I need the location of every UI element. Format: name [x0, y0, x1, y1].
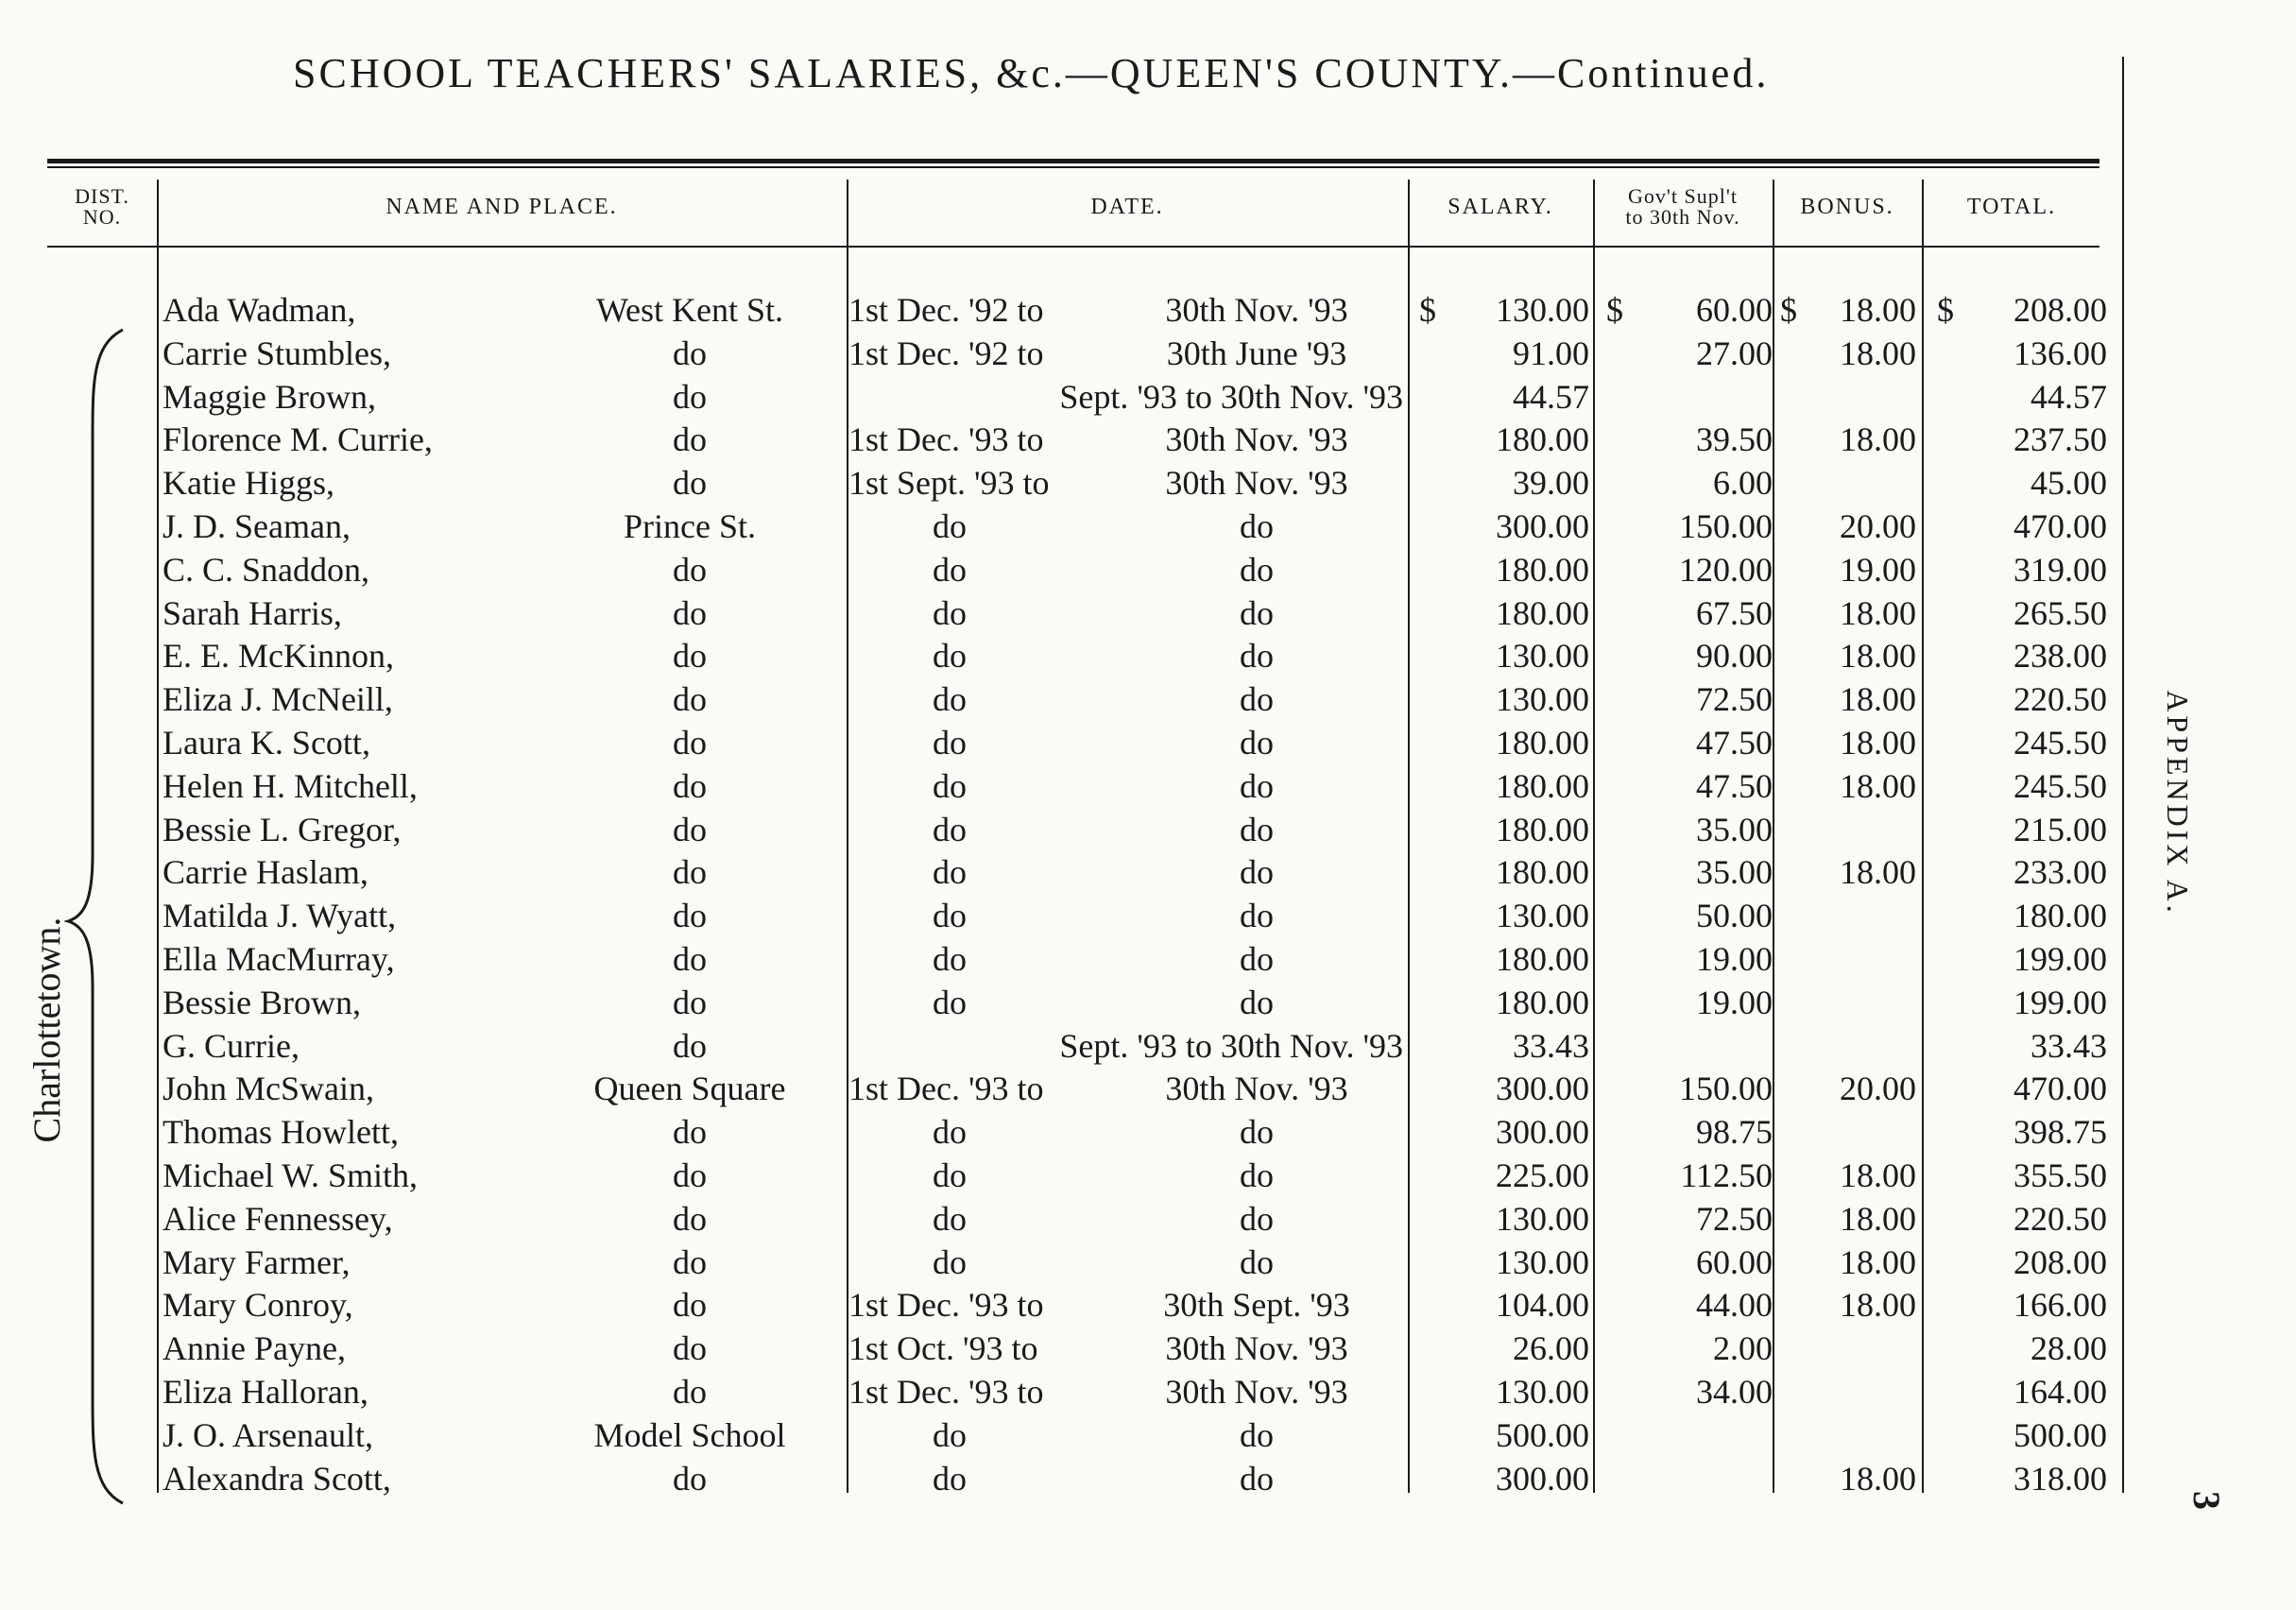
dollar-sign-salary: $ [1419, 291, 1436, 329]
teacher-name: Matilda J. Wyatt, [163, 897, 397, 935]
date-from: 1st Dec. '92 to [848, 291, 1044, 329]
salary-amount: 225.00 [1496, 1156, 1589, 1194]
header-bonus: BONUS. [1800, 195, 1894, 219]
date-to: 30th Nov. '93 [1165, 1070, 1348, 1108]
total-amount: 318.00 [2013, 1459, 2107, 1498]
teacher-name: Ella MacMurray, [163, 940, 395, 978]
school-place: do [673, 593, 707, 632]
appendix-label: APPENDIX A. [2161, 690, 2195, 916]
teacher-name: Helen H. Mitchell, [163, 766, 418, 805]
date-to: do [1240, 1113, 1274, 1152]
date-to: do [1240, 1459, 1274, 1498]
school-place: Prince St. [624, 507, 756, 545]
date-to: do [1240, 680, 1274, 719]
page-number: 3 [2185, 1491, 2228, 1510]
total-amount: 500.00 [2013, 1415, 2107, 1454]
date-to: do [1240, 1199, 1274, 1238]
school-place: do [673, 464, 707, 503]
table-row [0, 1283, 2296, 1327]
table-row [0, 721, 2296, 764]
salary-amount: 180.00 [1496, 810, 1589, 848]
salary-amount: 180.00 [1496, 853, 1589, 892]
date-from: do [933, 1199, 967, 1238]
total-amount: 470.00 [2013, 1070, 2107, 1108]
table-row [0, 808, 2296, 851]
table-row [0, 548, 2296, 591]
total-amount: 215.00 [2013, 810, 2107, 848]
teacher-name: Michael W. Smith, [163, 1156, 418, 1194]
school-place: do [673, 1329, 707, 1368]
table-row [0, 418, 2296, 461]
teacher-name: J. D. Seaman, [163, 507, 351, 545]
date-from: do [933, 766, 967, 805]
total-amount: 245.50 [2013, 766, 2107, 805]
bonus-amount: 18.00 [1840, 334, 1916, 372]
salary-amount: 130.00 [1496, 897, 1589, 935]
school-place: do [673, 724, 707, 762]
salary-amount: 180.00 [1496, 766, 1589, 805]
salary-amount: 91.00 [1513, 334, 1589, 372]
total-amount: 208.00 [2013, 1242, 2107, 1281]
header-date: DATE. [1090, 195, 1164, 219]
salary-amount: 300.00 [1496, 1459, 1589, 1498]
total-amount: 398.75 [2013, 1113, 2107, 1152]
govt-supplement-amount: 19.00 [1696, 983, 1773, 1021]
teacher-name: Katie Higgs, [163, 464, 334, 503]
teacher-name: Alice Fennessey, [163, 1199, 393, 1238]
school-place: do [673, 940, 707, 978]
table-row [0, 288, 2296, 332]
salary-amount: 130.00 [1496, 1242, 1589, 1281]
teacher-name: Florence M. Currie, [163, 420, 433, 459]
salary-amount: 130.00 [1496, 1199, 1589, 1238]
salary-amount: 39.00 [1513, 464, 1589, 503]
govt-supplement-amount: 47.50 [1696, 766, 1773, 805]
teacher-name: Annie Payne, [163, 1329, 346, 1368]
bonus-amount: 18.00 [1840, 420, 1916, 459]
table-row [0, 1110, 2296, 1154]
school-place: do [673, 1242, 707, 1281]
date-from: 1st Sept. '93 to [848, 464, 1050, 503]
govt-supplement-amount: 72.50 [1696, 680, 1773, 719]
date-to: do [1240, 897, 1274, 935]
teacher-name: Maggie Brown, [163, 377, 376, 416]
total-amount: 44.57 [2030, 377, 2107, 416]
total-amount: 355.50 [2013, 1156, 2107, 1194]
date-from: do [933, 1156, 967, 1194]
page-title: SCHOOL TEACHERS' SALARIES, &c.—QUEEN'S COUNTY.—Continued. [293, 50, 1770, 96]
date-from: do [933, 1242, 967, 1281]
bonus-amount: 18.00 [1840, 1199, 1916, 1238]
date-to: 30th Nov. '93 [1165, 291, 1348, 329]
govt-supplement-amount: 6.00 [1713, 464, 1773, 503]
date-to: do [1240, 1415, 1274, 1454]
salary-amount: 130.00 [1496, 680, 1589, 719]
table-row [0, 1413, 2296, 1457]
date-range: Sept. '93 to 30th Nov. '93 [1059, 377, 1403, 416]
header-name-place: NAME AND PLACE. [386, 195, 618, 219]
dollar-sign-bonus: $ [1780, 291, 1797, 329]
teacher-name: Alexandra Scott, [163, 1459, 391, 1498]
date-from: 1st Dec. '93 to [848, 1070, 1044, 1108]
salary-amount: 300.00 [1496, 1113, 1589, 1152]
dollar-sign-suppl: $ [1606, 291, 1623, 329]
total-amount: 233.00 [2013, 853, 2107, 892]
govt-supplement-amount: 44.00 [1696, 1286, 1773, 1325]
salary-amount: 180.00 [1496, 550, 1589, 589]
teacher-name: Carrie Stumbles, [163, 334, 391, 372]
date-to: do [1240, 637, 1274, 676]
school-place: do [673, 1026, 707, 1065]
govt-supplement-amount: 98.75 [1696, 1113, 1773, 1152]
school-place: Model School [593, 1415, 786, 1454]
total-amount: 265.50 [2013, 593, 2107, 632]
table-row [0, 937, 2296, 981]
date-from: do [933, 853, 967, 892]
bonus-amount: 18.00 [1840, 291, 1916, 329]
total-amount: 237.50 [2013, 420, 2107, 459]
date-to: 30th Nov. '93 [1165, 1329, 1348, 1368]
date-from: 1st Oct. '93 to [848, 1329, 1038, 1368]
teacher-name: Eliza J. McNeill, [163, 680, 393, 719]
bonus-amount: 18.00 [1840, 593, 1916, 632]
table-row [0, 461, 2296, 505]
teacher-name: Mary Conroy, [163, 1286, 353, 1325]
govt-supplement-amount: 90.00 [1696, 637, 1773, 676]
table-row [0, 634, 2296, 677]
table-row [0, 1154, 2296, 1197]
teacher-name: Laura K. Scott, [163, 724, 370, 762]
teacher-name: G. Currie, [163, 1026, 300, 1065]
table-row [0, 1067, 2296, 1110]
date-to: 30th Nov. '93 [1165, 464, 1348, 503]
salary-amount: 180.00 [1496, 420, 1589, 459]
school-place: do [673, 853, 707, 892]
table-row [0, 764, 2296, 808]
bonus-amount: 19.00 [1840, 550, 1916, 589]
total-amount: 238.00 [2013, 637, 2107, 676]
date-to: do [1240, 507, 1274, 545]
total-amount: 199.00 [2013, 940, 2107, 978]
total-amount: 319.00 [2013, 550, 2107, 589]
school-place: do [673, 1373, 707, 1411]
teacher-name: C. C. Snaddon, [163, 550, 370, 589]
date-to: do [1240, 724, 1274, 762]
table-row [0, 591, 2296, 635]
salary-amount: 300.00 [1496, 507, 1589, 545]
govt-supplement-amount: 2.00 [1713, 1329, 1773, 1368]
total-amount: 180.00 [2013, 897, 2107, 935]
teacher-name: Bessie Brown, [163, 983, 361, 1021]
teacher-name: John McSwain, [163, 1070, 374, 1108]
table-row [0, 1457, 2296, 1500]
govt-supplement-amount: 35.00 [1696, 810, 1773, 848]
date-from: 1st Dec. '93 to [848, 420, 1044, 459]
govt-supplement-amount: 60.00 [1696, 1242, 1773, 1281]
date-to: 30th Nov. '93 [1165, 420, 1348, 459]
total-amount: 164.00 [2013, 1373, 2107, 1411]
govt-supplement-amount: 47.50 [1696, 724, 1773, 762]
govt-supplement-amount: 72.50 [1696, 1199, 1773, 1238]
total-amount: 28.00 [2030, 1329, 2107, 1368]
govt-supplement-amount: 35.00 [1696, 853, 1773, 892]
school-place: do [673, 897, 707, 935]
govt-supplement-amount: 120.00 [1679, 550, 1773, 589]
salary-amount: 180.00 [1496, 983, 1589, 1021]
header-dist-no: DIST. NO. [75, 184, 129, 229]
table-row [0, 1370, 2296, 1413]
total-amount: 166.00 [2013, 1286, 2107, 1325]
top-rule-thin [47, 166, 2099, 168]
date-to: 30th June '93 [1166, 334, 1347, 372]
teacher-name: J. O. Arsenault, [163, 1415, 373, 1454]
bonus-amount: 18.00 [1840, 724, 1916, 762]
govt-supplement-amount: 27.00 [1696, 334, 1773, 372]
header-salary: SALARY. [1448, 195, 1553, 219]
govt-supplement-amount: 34.00 [1696, 1373, 1773, 1411]
bonus-amount: 18.00 [1840, 766, 1916, 805]
govt-supplement-amount: 150.00 [1679, 1070, 1773, 1108]
teacher-name: Sarah Harris, [163, 593, 342, 632]
salary-amount: 180.00 [1496, 940, 1589, 978]
total-amount: 245.50 [2013, 724, 2107, 762]
date-from: do [933, 507, 967, 545]
date-from: do [933, 940, 967, 978]
bonus-amount: 18.00 [1840, 680, 1916, 719]
total-amount: 208.00 [2013, 291, 2107, 329]
school-place: do [673, 1113, 707, 1152]
date-to: do [1240, 853, 1274, 892]
date-to: do [1240, 983, 1274, 1021]
bonus-amount: 18.00 [1840, 1286, 1916, 1325]
table-row [0, 850, 2296, 894]
date-range: Sept. '93 to 30th Nov. '93 [1059, 1026, 1403, 1065]
school-place: Queen Square [593, 1070, 786, 1108]
bonus-amount: 18.00 [1840, 853, 1916, 892]
salary-amount: 130.00 [1496, 1373, 1589, 1411]
salary-amount: 44.57 [1513, 377, 1589, 416]
district-label: Charlottetown. [26, 916, 68, 1143]
bonus-amount: 18.00 [1840, 1242, 1916, 1281]
total-amount: 220.50 [2013, 1199, 2107, 1238]
salary-amount: 33.43 [1513, 1026, 1589, 1065]
date-from: do [933, 680, 967, 719]
date-to: do [1240, 1156, 1274, 1194]
table-row [0, 375, 2296, 419]
school-place: do [673, 983, 707, 1021]
school-place: do [673, 420, 707, 459]
date-from: 1st Dec. '92 to [848, 334, 1044, 372]
total-amount: 45.00 [2030, 464, 2107, 503]
teacher-name: Eliza Halloran, [163, 1373, 368, 1411]
table-row [0, 1327, 2296, 1370]
bonus-amount: 18.00 [1840, 1459, 1916, 1498]
total-amount: 33.43 [2030, 1026, 2107, 1065]
table-row [0, 1024, 2296, 1068]
bonus-amount: 18.00 [1840, 637, 1916, 676]
salary-amount: 130.00 [1496, 291, 1589, 329]
school-place: do [673, 1459, 707, 1498]
header-bottom-rule [47, 246, 2099, 248]
date-from: do [933, 637, 967, 676]
total-amount: 136.00 [2013, 334, 2107, 372]
date-to: 30th Nov. '93 [1165, 1373, 1348, 1411]
date-from: do [933, 1113, 967, 1152]
salary-amount: 104.00 [1496, 1286, 1589, 1325]
dollar-sign-total: $ [1937, 291, 1954, 329]
school-place: do [673, 766, 707, 805]
govt-supplement-amount: 39.50 [1696, 420, 1773, 459]
table-row [0, 894, 2296, 937]
date-from: do [933, 1415, 967, 1454]
total-amount: 220.50 [2013, 680, 2107, 719]
table-row [0, 981, 2296, 1024]
teacher-name: Carrie Haslam, [163, 853, 368, 892]
school-place: do [673, 334, 707, 372]
school-place: do [673, 810, 707, 848]
teacher-name: Ada Wadman, [163, 291, 356, 329]
school-place: do [673, 1156, 707, 1194]
govt-supplement-amount: 60.00 [1696, 291, 1773, 329]
table-row [0, 505, 2296, 548]
date-to: do [1240, 940, 1274, 978]
date-from: do [933, 593, 967, 632]
header-total: TOTAL. [1966, 195, 2057, 219]
school-place: do [673, 377, 707, 416]
salary-amount: 26.00 [1513, 1329, 1589, 1368]
salary-amount: 500.00 [1496, 1415, 1589, 1454]
table-row [0, 677, 2296, 721]
govt-supplement-amount: 50.00 [1696, 897, 1773, 935]
total-amount: 470.00 [2013, 507, 2107, 545]
date-from: do [933, 1459, 967, 1498]
salary-amount: 180.00 [1496, 593, 1589, 632]
table-row [0, 332, 2296, 375]
date-from: 1st Dec. '93 to [848, 1373, 1044, 1411]
school-place: do [673, 550, 707, 589]
school-place: do [673, 680, 707, 719]
teacher-name: Bessie L. Gregor, [163, 810, 402, 848]
govt-supplement-amount: 67.50 [1696, 593, 1773, 632]
school-place: do [673, 637, 707, 676]
top-rule [47, 159, 2099, 163]
school-place: do [673, 1286, 707, 1325]
salary-amount: 300.00 [1496, 1070, 1589, 1108]
table-row [0, 1241, 2296, 1284]
date-from: 1st Dec. '93 to [848, 1286, 1044, 1325]
date-to: do [1240, 593, 1274, 632]
date-from: do [933, 550, 967, 589]
date-from: do [933, 983, 967, 1021]
govt-supplement-amount: 112.50 [1680, 1156, 1773, 1194]
date-to: do [1240, 1242, 1274, 1281]
total-amount: 199.00 [2013, 983, 2107, 1021]
bonus-amount: 18.00 [1840, 1156, 1916, 1194]
govt-supplement-amount: 19.00 [1696, 940, 1773, 978]
govt-supplement-amount: 150.00 [1679, 507, 1773, 545]
date-to: do [1240, 766, 1274, 805]
teacher-name: Thomas Howlett, [163, 1113, 399, 1152]
date-to: 30th Sept. '93 [1163, 1286, 1350, 1325]
salary-amount: 180.00 [1496, 724, 1589, 762]
date-from: do [933, 810, 967, 848]
school-place: do [673, 1199, 707, 1238]
date-to: do [1240, 550, 1274, 589]
bonus-amount: 20.00 [1840, 1070, 1916, 1108]
bonus-amount: 20.00 [1840, 507, 1916, 545]
teacher-name: Mary Farmer, [163, 1242, 351, 1281]
salary-amount: 130.00 [1496, 637, 1589, 676]
date-from: do [933, 724, 967, 762]
teacher-name: E. E. McKinnon, [163, 637, 394, 676]
school-place: West Kent St. [595, 291, 784, 329]
table-row [0, 1197, 2296, 1241]
date-to: do [1240, 810, 1274, 848]
header-govt-suppl: Gov't Supl't to 30th Nov. [1625, 184, 1740, 229]
date-from: do [933, 897, 967, 935]
